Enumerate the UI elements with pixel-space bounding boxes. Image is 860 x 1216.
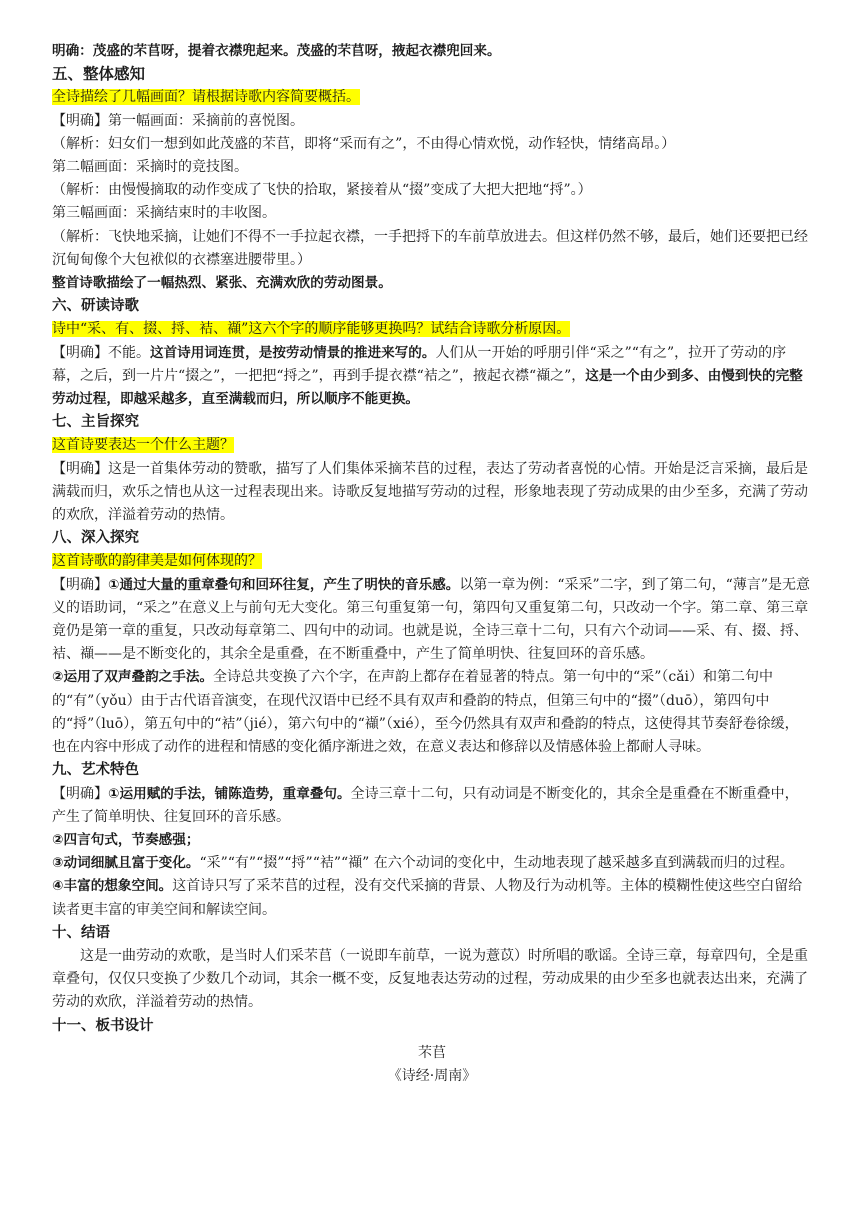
point-3-bold: ③动词细腻且富于变化。 <box>52 855 200 872</box>
point-1-text: 全诗三章十二句，只有动词是不断变化的，其余全是重叠在不断重叠中，产生了简单明快、往复回环的音乐感。 <box>52 785 799 825</box>
answer-prefix: 【明确】不能。 <box>52 344 150 361</box>
point-4-bold: ④丰富的想象空间。 <box>52 878 173 895</box>
section-11-heading: 十一、板书设计 <box>52 1017 154 1034</box>
board-source: 《诗经·周南》 <box>387 1067 477 1084</box>
section-7-answer: 【明确】这是一首集体劳动的赞歌，描写了人们集体采摘芣苢的过程，表达了劳动者喜悦的心情。开始是泛言采摘，最后是满载而归，欢乐之情也从这一过程表现出来。诗歌反复地描写劳动的过程，形象地表现了劳动成果的由少至多，充满了劳动的欢欣，洋溢着劳动的热情。 <box>52 460 808 524</box>
section-8-point-2 <box>52 666 812 759</box>
section-5-answer-5: 第三幅画面：采摘结束时的丰收图。 <box>52 205 276 222</box>
section-5-answer-4: （解析：由慢慢摘取的动作变成了飞快的拾取，紧接着从“掇”变成了大把大把地“捋”。） <box>52 182 592 199</box>
point-3-text: “采”“有”“掇”“捋”“袺”“襭” 在六个动词的变化中，生动地表现了越采越多直到满载而归的过程。 <box>199 855 794 872</box>
section-9-point-1 <box>52 783 812 829</box>
point-2-bold: ②运用了双声叠韵之手法。 <box>52 669 214 686</box>
section-8-heading: 八、深入探究 <box>52 530 139 547</box>
section-5-answer-3: 第二幅画面：采摘时的竞技图。 <box>52 159 248 176</box>
section-5-heading: 五、整体感知 <box>52 65 146 84</box>
section-6-heading: 六、研读诗歌 <box>52 298 139 315</box>
section-6-question: 诗中“采、有、掇、捋、袺、襭”这六个字的顺序能够更换吗？试结合诗歌分析原因。 <box>52 321 571 338</box>
answer-text: 人们从一开始的呼朋引伴“采之”“有之”，拉开了劳动的序幕，之后，到一片片“掇之”，一把把“捋之”，再到手提衣襟“袺之”，掖起衣襟“襭之”， <box>52 344 787 384</box>
section-7-question: 这首诗要表达一个什么主题？ <box>52 437 234 454</box>
section-6-answer <box>52 342 812 412</box>
section-5-answer-2: （解析：妇女们一想到如此茂盛的芣苢，即将“采而有之”，不由得心情欢悦，动作轻快，情绪高昂。） <box>52 135 676 152</box>
section-9-point-4 <box>52 875 812 921</box>
point-4-text: 这首诗只写了采芣苢的过程，没有交代采摘的背景、人物及行为动机等。主体的模糊性使这些空白留给读者更丰富的审美空间和解读空间。 <box>52 878 803 918</box>
intro-line: 明确：茂盛的芣苢呀，提着衣襟兜起来。茂盛的芣苢呀，掖起衣襟兜回来。 <box>52 43 501 59</box>
section-9-point-2: ②四言句式，节奏感强； <box>52 831 200 848</box>
section-9-heading: 九、艺术特色 <box>52 762 139 779</box>
answer-bold-2: 这是一个由少到多、由慢到快的完整劳动过程，即越采越多，直至满载而归，所以顺序不能更换。 <box>52 367 803 408</box>
section-8-question: 这首诗歌的韵律美是如何体现的？ <box>52 553 262 570</box>
board-title: 芣苢 <box>418 1044 446 1061</box>
point-1-bold: ①通过大量的重章叠句和回环往复，产生了明快的音乐感。 <box>108 576 460 593</box>
answer-bold-1: 这首诗用词连贯，是按劳动情景的推进来写的。 <box>150 344 436 361</box>
section-9-point-3 <box>52 852 812 875</box>
answer-prefix: 【明确】 <box>52 785 108 802</box>
point-1-text: 以第一章为例：“采采”二字，到了第二句，“薄言”是无意义的语助词，“采之”在意义上与前句无大变化。第三句重复第一句，第四句又重复第二句，只改动一个字。第二章、第三章竟仍是第一章的重复，只改动每章第二、四句中的动词。也就是说，全诗三章十二句，只有六个动词——采、有、掇、捋、袺、襭——是不断变化的，其余全是重叠，在不断重叠中，产生了简单明快、往复回环的音乐感。 <box>52 576 810 663</box>
section-10-heading: 十、结语 <box>52 924 110 941</box>
section-10-text: 这是一曲劳动的欢歌，是当时人们采芣苢（一说即车前草，一说为薏苡）时所唱的歌谣。全诗三章，每章四句，全是重章叠句，仅仅只变换了少数几个动词，其余一概不变，反复地表达劳动的过程，劳动成果的由少至多也就表达出来，充满了劳动的欢欣，洋溢着劳动的热情。 <box>52 947 808 1011</box>
point-1-bold: ①运用赋的手法，铺陈造势，重章叠句。 <box>108 785 351 802</box>
section-5-question: 全诗描绘了几幅画面？请根据诗歌内容简要概括。 <box>52 89 360 106</box>
section-7-heading: 七、主旨探究 <box>52 414 139 431</box>
answer-prefix: 【明确】 <box>52 576 108 593</box>
document-page <box>52 40 812 1088</box>
point-2-text: 全诗总共变换了六个字，在声韵上都存在着显著的特点。第一句中的“采”（cǎi）和第二句中的“有”（yǒu）由于古代语音演变，在现代汉语中已经不具有双声和叠韵的特点，但第三句中的“掇”（duō），第四句中的“捋”（luō），第五句中的“袺”（jié），第六句中的“襭”（xié），至今仍然具有双声和叠韵的特点，这使得其节奏舒卷徐缓，也在内容中形成了动作的进程和情感的变化循序渐进之效，在意义表达和修辞以及情感体验上都耐人寻味。 <box>52 669 799 756</box>
section-5-answer-6: （解析：飞快地采摘，让她们不得不一手拉起衣襟，一手把捋下的车前草放进去。但这样仍然不够，最后，她们还要把已经沉甸甸像个大包袱似的衣襟塞进腰带里。） <box>52 228 808 268</box>
section-8-point-1 <box>52 574 812 667</box>
section-5-summary: 整首诗歌描绘了一幅热烈、紧张、充满欢欣的劳动图景。 <box>52 275 392 292</box>
section-5-answer-1: 【明确】第一幅画面：采摘前的喜悦图。 <box>52 112 304 129</box>
